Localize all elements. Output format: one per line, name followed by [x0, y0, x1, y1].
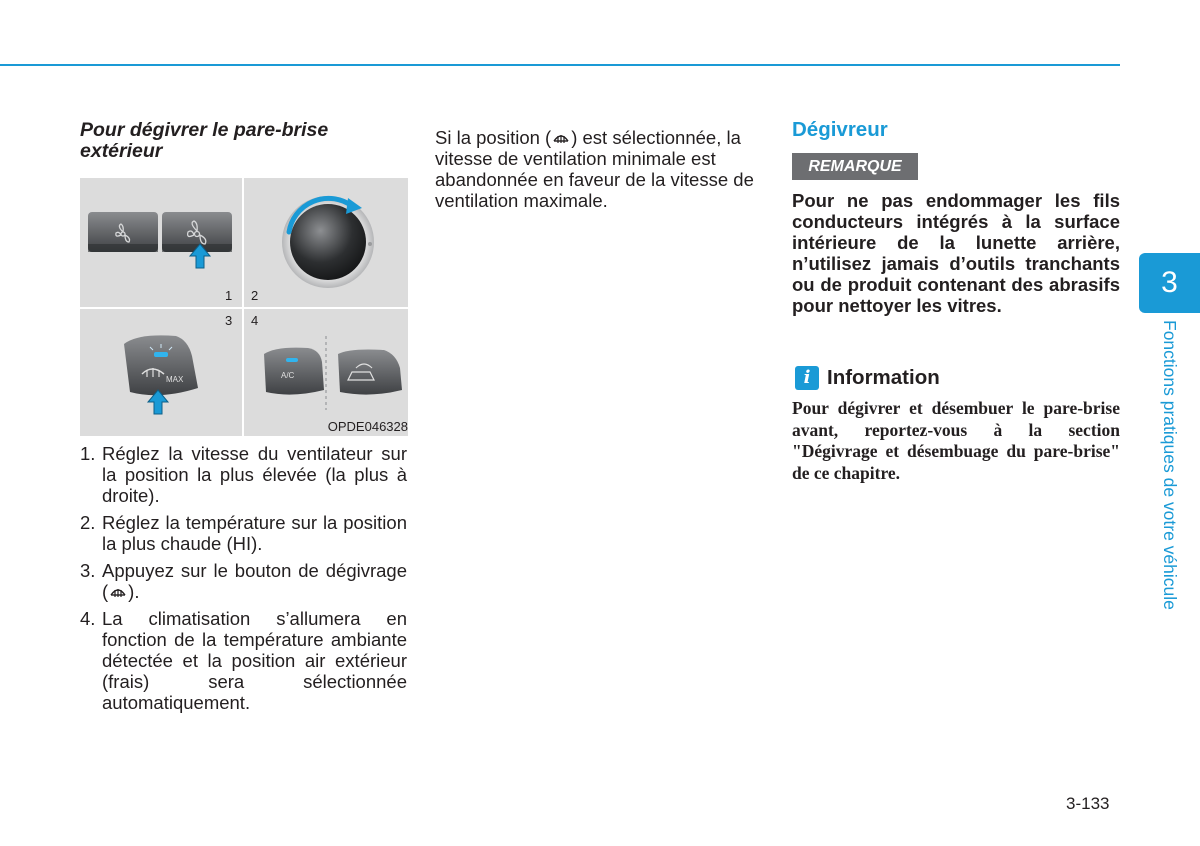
panel-label-4: 4 — [251, 313, 259, 328]
list-item: 1. Réglez la vitesse du ventilateur sur la position la plus élevée (la plus à droite). — [80, 443, 407, 506]
ac-button — [264, 348, 324, 395]
defrost-paragraph: Si la position ( ) est sélectionnée, la vitesse de ventilation minimale est abandonnée en faveur de la vitesse de ventilation maximale. — [435, 127, 754, 211]
climate-control-illustration — [80, 178, 408, 436]
list-item: 3. Appuyez sur le bouton de dégivrage ( ). — [80, 560, 407, 602]
remarque-badge: REMARQUE — [792, 153, 918, 180]
svg-text:MAX: MAX — [166, 375, 184, 384]
figure-code: OPDE046328 — [327, 419, 408, 434]
information-title: Information — [827, 366, 940, 389]
chapter-number-tab: 3 — [1139, 253, 1200, 313]
page-number: 3-133 — [1066, 794, 1110, 813]
max-defrost-button — [124, 335, 198, 395]
remarque-text: Pour ne pas endommager les fils conducteurs intégrés à la surface intérieure de la lunette arrière, n’utilisez jamais d’outils tranchants ou de produit contenant des abrasifs pour nettoyer les vitres. — [792, 190, 1120, 316]
fan-speed-buttons — [88, 212, 232, 252]
information-text: Pour dégivrer et désembuer le pare-brise avant, reportez-vous à la section "Dégivrage et désembuage du pare-brise" de ce chapitre. — [792, 398, 1120, 483]
section-heading: Pour dégivrer le pare-brise extérieur — [80, 119, 329, 162]
steps-list — [80, 443, 407, 719]
panel-label-2: 2 — [251, 288, 259, 303]
list-item: 4. La climatisation s’allumera en fonction de la température ambiante détectée et la position air extérieur (frais) sera sélectionnée automatiquement. — [80, 608, 407, 713]
panel-label-3: 3 — [225, 313, 233, 328]
chapter-title: Fonctions pratiques de votre véhicule — [1160, 320, 1180, 610]
list-item: 2. Réglez la température sur la position la plus chaude (HI). — [80, 512, 407, 554]
fan-speed-knob — [282, 196, 374, 288]
svg-text:A/C: A/C — [281, 371, 295, 380]
front-defrost-icon — [108, 583, 128, 601]
panel-label-1: 1 — [225, 288, 233, 303]
front-defrost-icon — [551, 129, 571, 147]
recirculation-button — [338, 350, 402, 395]
section-heading: Dégivreur — [792, 118, 888, 141]
info-icon: i — [795, 366, 819, 390]
top-rule — [0, 64, 1120, 66]
